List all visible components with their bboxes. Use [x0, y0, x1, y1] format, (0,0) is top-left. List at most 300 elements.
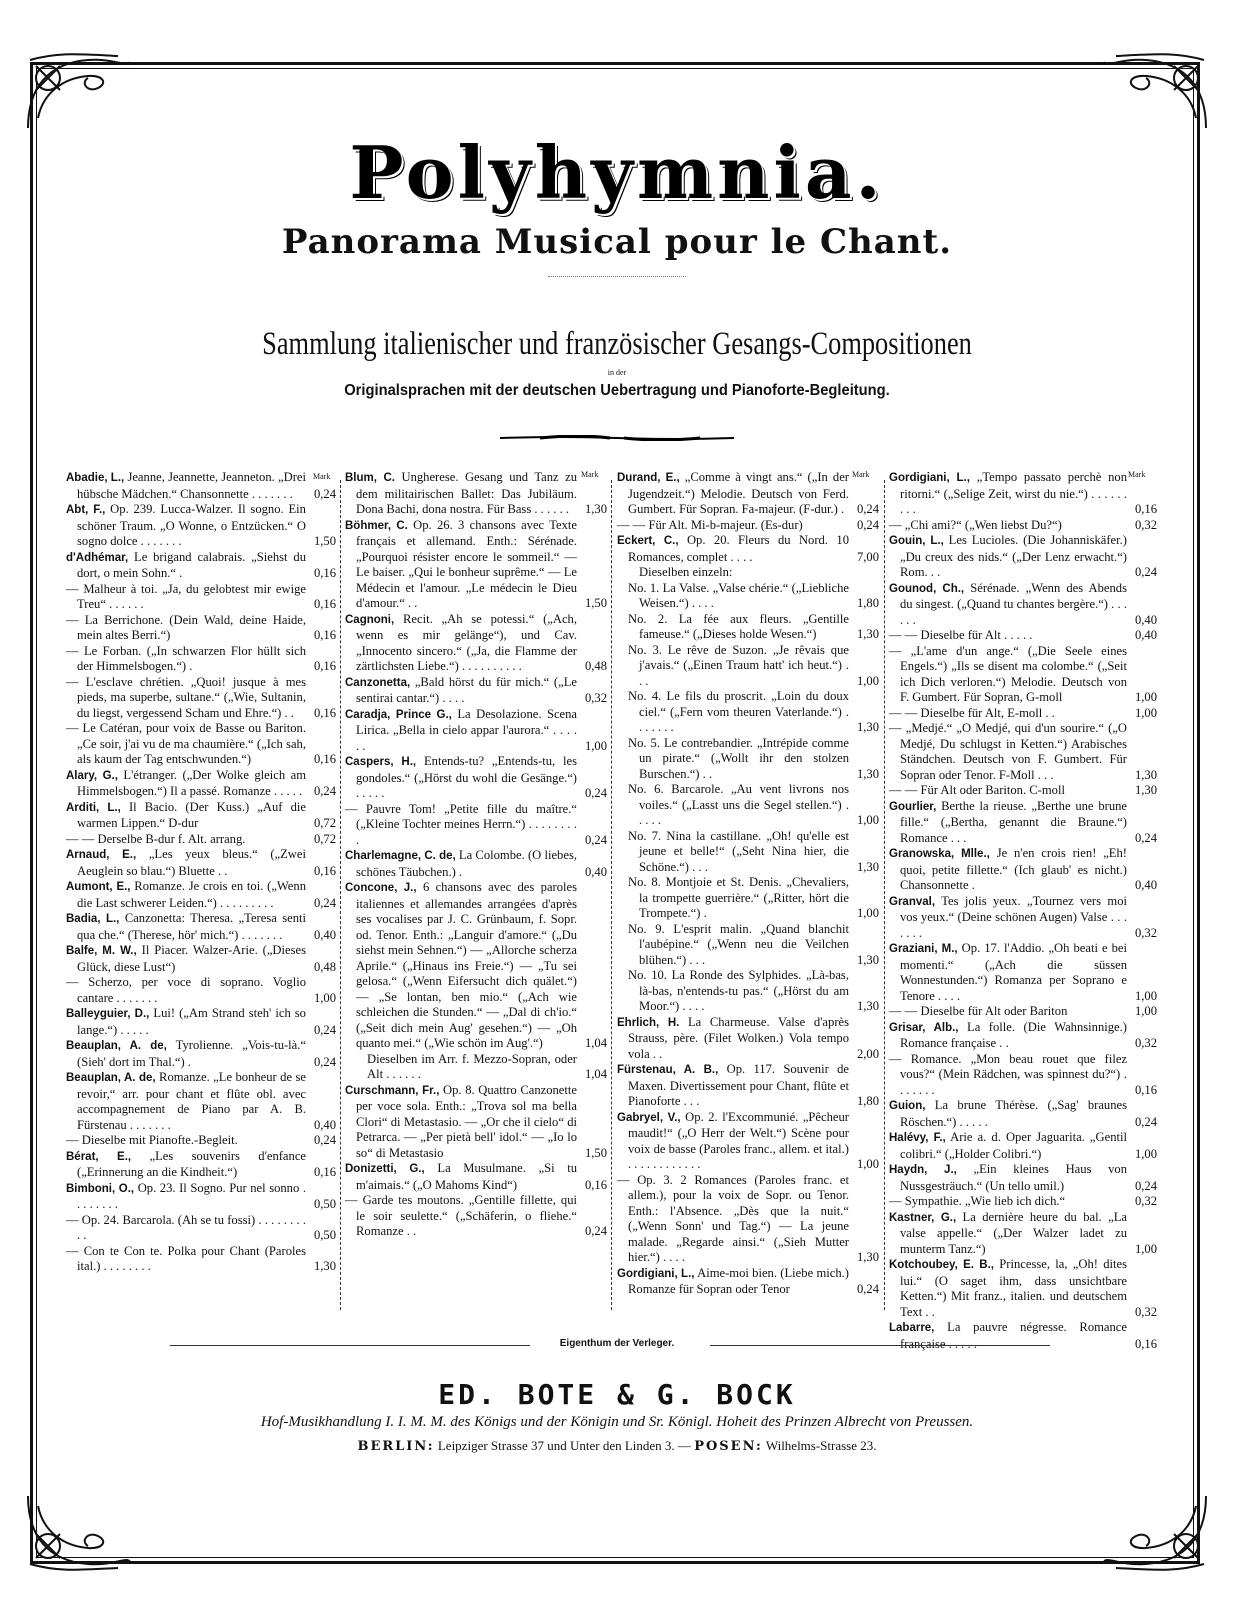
entry-text — [66, 1038, 306, 1070]
price: 0,24 — [1134, 1114, 1157, 1129]
catalog-entry — [889, 799, 1157, 847]
composer-name: Caspers, H., — [345, 756, 417, 768]
composer-name: Blum, C. — [345, 472, 395, 484]
connector-text: in der — [607, 368, 627, 377]
price: 1,80 — [856, 1094, 879, 1108]
catalog-entry — [889, 1004, 1157, 1020]
catalog-entry — [889, 1162, 1157, 1194]
work-description: Op. 17. l'Addio. „Oh beati e bei momenti.“ („Ach die süssen Wonnestunden.“) Romanza per Soprano e Tenore . . . . — [900, 941, 1127, 1003]
price: 1,80 — [856, 596, 879, 610]
price: 0,16 — [313, 1165, 336, 1179]
work-description: No. 7. Nina la castillane. „Oh! qu'elle est jeune et belle!“ („Seht Nina hier, die Schöne.“) . . . — [628, 828, 849, 874]
entry-text — [345, 612, 577, 675]
catalog-entry — [66, 1038, 336, 1070]
composer-name: Grisar, Alb., — [889, 1021, 959, 1034]
catalog-entry — [617, 875, 879, 922]
ornamental-rule — [500, 435, 734, 441]
price: 1,00 — [1134, 690, 1157, 704]
catalog-entry — [889, 783, 1157, 799]
page-title: Polyhymnia. — [349, 130, 885, 215]
catalog-entry — [889, 1257, 1157, 1320]
work-description: La brune Thérèse. („Sag' braunes Röschen.“) . . . . . — [900, 1098, 1128, 1129]
catalog-entry — [345, 470, 607, 518]
price: 1,50 — [584, 1145, 607, 1160]
price: 0,40 — [313, 927, 336, 942]
entry-text — [889, 1210, 1127, 1258]
entry-text — [617, 1062, 849, 1110]
composer-name: Granowska, Mlle., — [889, 848, 990, 860]
entry-text — [66, 470, 306, 502]
work-description: Romanze. „Le bonheur de se revoir,“ arr. pour chant et flûte obl. avec accompagnement de Piano par A. B. Fürstenau . . . . . . . — [77, 1070, 306, 1132]
catalog-entry — [66, 721, 336, 768]
work-description: Entends-tu? „Entends-tu, les gondoles.“ („Hörst du wohl die Gesänge.“) . . . . . — [356, 754, 577, 800]
work-description: Sérénade. „Wenn des Abends du singest. („Quand tu chantes bergère.“) . . . . . . — [900, 580, 1127, 627]
composer-name: Caradja, Prince G., — [345, 708, 452, 721]
price: 1,00 — [1134, 988, 1157, 1003]
price: 0,24 — [584, 832, 607, 847]
city-berlin: BERLIN: — [357, 1439, 435, 1454]
catalog-entry — [889, 1052, 1157, 1099]
catalog-entry — [889, 846, 1157, 894]
price: 0,32 — [584, 691, 607, 705]
catalog-entry — [66, 832, 336, 848]
composer-name: Balfe, M. W., — [66, 945, 137, 957]
catalog-entry — [889, 1098, 1157, 1130]
catalog-entry — [66, 550, 336, 582]
entry-text — [617, 612, 849, 643]
catalog-entry — [889, 581, 1157, 629]
catalog-column-1 — [66, 470, 336, 1275]
entry-text — [889, 1130, 1127, 1162]
price: 0,24 — [313, 895, 336, 910]
price: 0,40 — [584, 864, 607, 879]
entry-text — [889, 1257, 1127, 1320]
catalog-entry — [66, 1133, 336, 1149]
work-description: Dieselben im Arr. f. Mezzo-Sopran, oder Alt . . . . . . — [367, 1051, 577, 1081]
catalog-entry — [617, 689, 879, 736]
price: 0,32 — [1134, 925, 1157, 940]
catalog-entry — [889, 721, 1157, 783]
catalog-entry — [617, 736, 879, 783]
work-description: No. 2. La fée aux fleurs. „Gentille fameuse.“ („Dieses holde Wesen.“) — [628, 611, 849, 641]
work-description: Romanze. Je crois en toi. („Wenn die Last schwerer Leiden.“) . . . . . . . . . — [77, 879, 306, 910]
composer-name: Eckert, C., — [617, 535, 679, 547]
entry-text — [66, 768, 306, 800]
price-header: Mark — [1128, 470, 1146, 479]
entry-text — [66, 1006, 306, 1038]
publisher-address — [0, 1438, 1234, 1454]
catalog-entry — [617, 968, 879, 1015]
work-description: — Con te Con te. Polka pour Chant (Paroles ital.) . . . . . . . . — [66, 1243, 306, 1273]
composer-name: Gouin, L., — [889, 535, 944, 547]
catalog-entry — [345, 612, 607, 675]
catalog-entry — [617, 643, 879, 690]
work-description: Op. 2. l'Excommunié. „Pêcheur maudit!“ („O Herr der Welt.“) Scène pour voix de basse (Paroles franc., allem. et ital.) . . . . . . . . . . . . — [628, 1109, 849, 1171]
entry-text — [66, 613, 306, 644]
work-description: La dernière heure du bal. „La valse appelle.“ („Der Walzer ladet zu munterm Tanz.“) — [900, 1209, 1127, 1256]
work-description: Princesse, la, „Oh! dites lui.“ (O saget ihm, dass unsichtbare Ketten.“) Mit franz., italien. und deutschem Text . . — [900, 1257, 1127, 1319]
work-description: „Ein kleines Haus von Nussgesträuch.“ (Un tello umil.) — [900, 1162, 1128, 1193]
composer-name: Canzonetta, — [345, 676, 411, 689]
catalog-entry — [889, 628, 1157, 644]
work-description: — „Chi ami?“ („Wen liebst Du?“) — [889, 517, 1062, 532]
work-description: — L'esclave chrétien. „Quoi! jusque à mes pieds, ma superbe, sultane.“ („Wie, Sultanin, du liegst, vergessend Scham und Ehre.“) . . — [66, 674, 306, 720]
entry-text — [889, 644, 1127, 706]
catalog-entry — [617, 922, 879, 969]
composer-name: Ehrlich, H. — [617, 1016, 680, 1029]
price: 2,00 — [856, 1046, 879, 1061]
work-description: „Comme à vingt ans.“ („In der Jugendzeit.“) Melodie. Deutsch von Ferd. Gumbert. Für Sopran. Fa-majeur. (F-dur.) . — [628, 470, 849, 516]
catalog-column-2 — [345, 470, 607, 1240]
work-description: — Le Forban. („In schwarzen Flor hüllt sich der Himmelsbogen.“) . — [66, 643, 306, 673]
price: 0,72 — [313, 831, 336, 846]
catalog-entry — [66, 470, 336, 502]
entry-text — [617, 518, 849, 534]
entry-text — [66, 550, 306, 582]
entry-text — [345, 1052, 577, 1083]
entry-text — [66, 832, 306, 848]
entry-text — [889, 799, 1127, 847]
entry-text — [66, 800, 306, 832]
entry-text — [66, 582, 306, 613]
composer-name: Beauplan, A. de, — [66, 1040, 167, 1052]
catalog-entry — [66, 911, 336, 943]
composer-name: Arditi, L., — [66, 801, 121, 814]
catalog-entry — [345, 707, 607, 755]
price: 0,16 — [313, 566, 336, 580]
catalog-entry — [889, 1020, 1157, 1052]
entry-text — [889, 1194, 1127, 1210]
price: 0,16 — [584, 1177, 607, 1192]
entry-text — [889, 1162, 1127, 1194]
entry-text — [617, 533, 849, 565]
catalog-entry — [889, 1210, 1157, 1258]
entry-text — [345, 848, 577, 880]
work-description: — „Medjé.“ „O Medjé, qui d'un sourire.“ („O Medjé, Du schlugst in Ketten.“) Arabisches Ständchen. Deutsch von F. Gumbert. Für Sopran oder Tenor. F-Moll . . . — [889, 721, 1127, 782]
work-description: — Romance. „Mon beau rouet que filez vous?“ (Mein Rädchen, was spinnest du?“) . . . . . . . — [889, 1051, 1127, 1097]
column-divider — [884, 480, 885, 1310]
work-description: La Colombe. (O liebes, schönes Täubchen.) . — [356, 848, 577, 879]
work-description: Il Piacer. Walzer-Arie. („Dieses Glück, diese Lust“) — [77, 943, 307, 974]
price: 1,30 — [856, 766, 879, 781]
entry-text — [345, 1083, 577, 1162]
entry-text — [889, 470, 1127, 518]
entry-text — [617, 875, 849, 922]
composer-name: d'Adhémar, — [66, 551, 129, 564]
work-description: Je n'en crois rien! „Eh! quoi, petite fillette.“ (Ich glaub' es nicht.) Chansonnette . — [900, 846, 1127, 892]
entry-text — [617, 581, 849, 612]
composer-name: Haydn, J., — [889, 1164, 957, 1176]
entry-text — [66, 502, 306, 550]
composer-name: Arnaud, E., — [66, 849, 137, 861]
catalog-entry — [66, 943, 336, 975]
price: 0,40 — [1134, 628, 1157, 642]
property-note: Eigenthum der Verleger. — [559, 1338, 675, 1349]
price: 1,30 — [856, 952, 879, 967]
catalog-entry — [66, 1149, 336, 1181]
price: 1,30 — [1134, 767, 1157, 782]
price: 0,40 — [313, 1117, 336, 1132]
entry-text — [66, 1070, 306, 1133]
price: 1,30 — [856, 720, 879, 734]
price: 1,50 — [313, 534, 336, 548]
entry-text — [889, 721, 1127, 783]
composer-name: Kotchoubey, E. B., — [889, 1259, 994, 1271]
entry-text — [889, 894, 1127, 942]
work-description: Lui! („Am Strand steh' ich so lange.“) . . . . . — [77, 1006, 306, 1037]
work-description: Tes jolis yeux. „Tournez vers moi vos yeux.“ (Deine schönen Augen) Valse . . . . . . . — [900, 893, 1128, 940]
entry-text — [889, 533, 1127, 581]
price: 0,50 — [313, 1197, 336, 1211]
price: 1,00 — [856, 1157, 879, 1171]
composer-name: Beauplan, A. de, — [66, 1072, 156, 1084]
work-description: — La Berrichone. (Dein Wald, deine Haide, mein altes Berri.“) — [66, 612, 306, 642]
entry-text — [617, 565, 849, 581]
entry-text — [889, 941, 1127, 1004]
composer-name: Bimboni, O., — [66, 1182, 135, 1195]
catalog-entry — [617, 470, 879, 518]
work-description: Op. 26. 3 chansons avec Texte français et allemand. Enth.: Sérénade. „Pourquoi résister encore le sommeil.“ — Le baiser. „Qui le bonheur suprême.“ — Le Médecin et l'amour. „Le médecin le Dieu d'amour.“ . . — [356, 517, 577, 610]
entry-text — [889, 1052, 1127, 1099]
composer-name: Curschmann, Fr., — [345, 1084, 440, 1097]
column-divider — [340, 480, 341, 1310]
price: 7,00 — [856, 549, 879, 564]
catalog-entry — [66, 644, 336, 675]
catalog-entry — [617, 612, 879, 643]
entry-text — [889, 846, 1127, 894]
catalog-entry — [66, 1181, 336, 1213]
catalog-entry — [617, 518, 879, 534]
catalog-entry — [617, 533, 879, 565]
price: 1,00 — [584, 738, 607, 753]
work-description: — Op. 24. Barcarola. (Ah se tu fossi) . . . . . . . . . . — [66, 1212, 306, 1242]
entry-text — [66, 847, 306, 879]
price: 0,16 — [313, 628, 336, 642]
work-description: — Sympathie. „Wie lieb ich dich.“ — [889, 1194, 1066, 1208]
price: 0,24 — [1134, 1178, 1157, 1193]
entry-text — [889, 1098, 1127, 1130]
composer-name: Gourlier, — [889, 800, 937, 813]
price: 0,32 — [1134, 517, 1157, 532]
composer-name: Gordigiani, L., — [617, 1267, 695, 1280]
price: 1,04 — [584, 1067, 607, 1081]
work-description: „Tempo passato perchè non ritorni.“ („Selige Zeit, wirst du nie.“) . . . . . . . . . — [900, 470, 1128, 516]
work-description: No. 1. La Valse. „Valse chérie.“ („Liebliche Weisen.“) . . . . — [628, 580, 849, 610]
price: 0,32 — [1134, 1036, 1157, 1050]
entry-text — [889, 783, 1127, 799]
work-description: Berthe la rieuse. „Berthe une brune fille.“ („Bertha, genannt die Braune.“) Romance . . . — [900, 798, 1127, 845]
catalog-entry — [889, 1130, 1157, 1162]
price: 1,00 — [856, 813, 879, 827]
work-description: La Charmeuse. Valse d'après Strauss, père. (Filet Wolken.) Vola tempo vola . . — [628, 1014, 850, 1061]
work-description: Les Lucioles. (Die Johanniskäfer.) „Du creux des nids.“ („Der Lenz erwacht.“) Rom. . . — [900, 533, 1127, 579]
entry-text — [617, 470, 849, 518]
composer-name: Gabryel, V., — [617, 1111, 681, 1124]
catalog-entry — [66, 1006, 336, 1038]
price: 1,30 — [1134, 783, 1157, 797]
price: 0,16 — [313, 597, 336, 611]
entry-text — [889, 518, 1127, 534]
entry-text — [345, 470, 577, 518]
composer-name: Concone, J., — [345, 882, 417, 894]
entry-text — [617, 1266, 849, 1298]
work-description: Dieselben einzeln: — [639, 565, 733, 579]
publisher-name: ED. BOTE & G. BOCK — [438, 1378, 796, 1411]
entry-text — [889, 1020, 1127, 1052]
composer-name: Halévy, F., — [889, 1132, 946, 1144]
entry-text — [66, 675, 306, 722]
price: 0,24 — [313, 784, 336, 798]
price: 0,16 — [313, 659, 336, 673]
entry-text — [66, 1149, 306, 1181]
catalog-column-4 — [889, 470, 1157, 1352]
work-description: — — Dieselbe für Alt . . . . . — [889, 628, 1033, 642]
catalog-entry — [66, 502, 336, 550]
entry-text — [66, 1133, 306, 1149]
price: 1,00 — [1134, 1241, 1157, 1256]
catalog-entry — [617, 1110, 879, 1173]
composer-name: Badia, L., — [66, 913, 120, 925]
work-description: No. 9. L'esprit malin. „Quand blanchit l'aubépine.“ („Wenn neu die Veilchen blühen.“) . . . — [628, 921, 849, 967]
work-description: — Pauvre Tom! „Petite fille du maître.“ („Kleine Tochter meines Herrn.“) . . . . . . . . . — [345, 801, 577, 847]
work-description: Op. 20. Fleurs du Nord. 10 Romances, complet . . . . — [628, 533, 849, 564]
composer-name: Charlemagne, C. de, — [345, 850, 456, 862]
entry-text — [617, 782, 849, 829]
work-description: Op. 23. Il Sogno. Pur nel sonno . . . . . . . . — [77, 1180, 306, 1211]
work-description: — Malheur à toi. „Ja, du gelobtest mir ewige Treu“ . . . . . . — [66, 581, 306, 611]
price: 0,24 — [584, 786, 607, 800]
entry-text — [617, 829, 849, 876]
composer-name: Abadie, L., — [66, 472, 125, 484]
catalog-entry — [889, 518, 1157, 534]
work-description: Il Bacio. (Der Kuss.) „Auf die warmen Lippen.“ D-dur — [77, 799, 306, 830]
catalog-entry — [345, 1052, 607, 1083]
entry-text — [345, 707, 577, 755]
composer-name: Guion, — [889, 1100, 926, 1112]
work-description: — Op. 3. 2 Romances (Paroles franc. et allem.), pour la voix de Sopr. ou Tenor. Enth.: l'Absence. „Dès que la nuit.“ („Wenn Sonn' und Tag.“) — La jeune malade. „Regarde ainsi.“ („Sieh Mutter hier.“) . . . . — [617, 1172, 849, 1264]
entry-text — [345, 754, 577, 802]
price: 1,00 — [1134, 705, 1157, 720]
price: 0,24 — [856, 1282, 879, 1296]
price: 0,48 — [313, 959, 336, 974]
work-description: No. 5. Le contrebandier. „Intrépide comme un pirate.“ („Wollt ihr den stolzen Burschen.“) . . — [628, 735, 849, 781]
catalog-entry — [889, 941, 1157, 1004]
catalog-entry — [66, 768, 336, 800]
work-description: „Bald hörst du für mich.“ („Le sentirai cantar.“) . . . . — [356, 674, 577, 705]
work-description: Tyrolienne. „Vois-tu-là.“ (Sieh' dort im Thal.“) . — [77, 1038, 307, 1069]
price: 0,48 — [584, 659, 607, 673]
composer-name: Labarre, — [889, 1322, 935, 1334]
entry-text — [345, 518, 577, 612]
entry-text — [345, 802, 577, 849]
catalog-column-3 — [617, 470, 879, 1298]
work-description: — — Für Alt. Mi-b-majeur. (Es-dur) — [617, 517, 803, 532]
corner-ornament-icon — [1096, 1486, 1216, 1576]
work-description: — Scherzo, per voce di soprano. Voglio cantare . . . . . . . — [66, 975, 306, 1005]
catalog-entry — [345, 675, 607, 707]
entry-text — [66, 911, 306, 943]
price: 0,32 — [1134, 1304, 1157, 1319]
price: 0,24 — [313, 1022, 336, 1037]
price: 1,04 — [584, 1036, 607, 1050]
catalog-entry — [889, 470, 1157, 518]
composer-name: Balleyguier, D., — [66, 1008, 150, 1020]
price: 0,24 — [313, 1133, 336, 1147]
catalog-entry — [889, 1194, 1157, 1210]
entry-text — [617, 736, 849, 783]
composer-name: Fürstenau, A. B., — [617, 1064, 719, 1076]
price: 0,24 — [856, 517, 879, 532]
composer-name: Durand, E., — [617, 472, 680, 484]
catalog-entry — [617, 1173, 879, 1266]
work-description: La pauvre négresse. Romance française . . . . . — [900, 1320, 1127, 1351]
entry-text — [345, 880, 577, 1052]
catalog-entry — [66, 1070, 336, 1133]
entry-text — [889, 706, 1127, 722]
catalog-entry — [617, 1062, 879, 1110]
work-description: No. 6. Barcarole. „Au vent livrons nos voiles.“ („Lasst uns die Segel stellen.“) . . . . . — [628, 782, 849, 827]
catalog-entry — [66, 1213, 336, 1244]
city-posen: POSEN: — [694, 1439, 763, 1454]
work-description: Jeanne, Jeannette, Jeanneton. „Drei hübsche Mädchen.“ Chansonnette . . . . . . . — [77, 470, 306, 501]
catalog-entry — [617, 829, 879, 876]
work-description: — — Dieselbe für Alt, E-moll . . — [889, 705, 1055, 720]
entry-text — [889, 581, 1127, 629]
price-header: Mark — [852, 470, 870, 479]
price: 0,24 — [313, 486, 336, 501]
work-description: 6 chansons avec des paroles italiennes et allemandes arrangées d'après ses vocalises par J. C. Grünbaum, f. Sopr. od. Tenor. Enth.: „Languir d'amore.“ („Du siehst mein Sehnen.“) — „Allorche scherza Aprile.“ („Hinaus ins Freie.“) — „Tu sei gelosa.“ („Wenn Eifersucht dich quälet.“) — „Se lontan, ben mio.“ („Ach wie schleichen die Stunden.“ — „Dal di ch'io.“ („Seit dich mein Aug' gesehen.“) — „Oh quanto mei.“ („Wie schön im Aug'.“) — [356, 880, 578, 1050]
catalog-entry — [66, 879, 336, 911]
work-description: Aime-moi bien. (Liebe mich.) Romanze für Sopran oder Tenor — [628, 1265, 849, 1296]
work-description: No. 10. La Ronde des Sylphides. „Là-bas, là-bas, n'entends-tu pas.“ („Hörst du am Moor.“) . . . . — [628, 968, 849, 1013]
price: 1,00 — [856, 906, 879, 920]
address-posen: Wilhelms-Strasse 23. — [765, 1438, 877, 1453]
catalog-entry — [66, 1244, 336, 1275]
price: 1,50 — [584, 596, 607, 610]
work-description: La folle. (Die Wahnsinnige.) Romance française . . — [900, 1019, 1127, 1050]
entry-text — [889, 1004, 1127, 1020]
composer-name: Granval, — [889, 895, 936, 908]
corner-ornament-icon — [1096, 48, 1216, 138]
entry-text — [889, 628, 1127, 644]
entry-text — [66, 721, 306, 768]
work-description: La Desolazione. Scena Lirica. „Bella in cielo appar l'aurora.“ . . . . . . — [356, 706, 578, 753]
catalog-entry — [66, 800, 336, 832]
composer-name: Donizetti, G., — [345, 1163, 425, 1175]
entry-text — [617, 922, 849, 969]
catalog-entry — [66, 613, 336, 644]
collection-description: Sammlung italienischer und französischer Gesangs-Compositionen — [262, 326, 972, 362]
price: 1,30 — [584, 502, 607, 516]
work-description: Op. 117. Souvenir de Maxen. Divertissement pour Chant, flûte et Pianoforte . . . — [628, 1062, 849, 1108]
page-subtitle: Panorama Musical pour le Chant. — [281, 222, 953, 262]
work-description: L'étranger. („Der Wolke gleich am Himmelsbogen.“) Il a passé. Romanze . . . . . — [77, 767, 306, 798]
work-description: Canzonetta: Theresa. „Teresa senti qua che.“ (Therese, hör' mich.“) . . . . . . . — [77, 911, 307, 942]
entry-text — [617, 643, 849, 690]
price: 1,30 — [856, 1250, 879, 1264]
price: 0,40 — [1134, 878, 1157, 892]
price: 1,30 — [856, 999, 879, 1013]
price: 0,24 — [856, 502, 879, 516]
entry-text — [66, 975, 306, 1006]
price: 0,24 — [1134, 830, 1157, 845]
entry-text — [617, 1173, 849, 1266]
work-description: — Dieselbe mit Pianofte.-Begleit. — [66, 1133, 238, 1147]
entry-text — [617, 1015, 849, 1063]
work-description: Recit. „Ah se potessi.“ („Ach, wenn es mir gelänge“), und Cav. „Innocento sincero.“ („Ja, die Flamme der zärtlichsten Liebe.“) . . . . . . . . . . — [356, 611, 577, 673]
catalog-entry — [617, 1015, 879, 1063]
price: 0,24 — [313, 1054, 336, 1069]
